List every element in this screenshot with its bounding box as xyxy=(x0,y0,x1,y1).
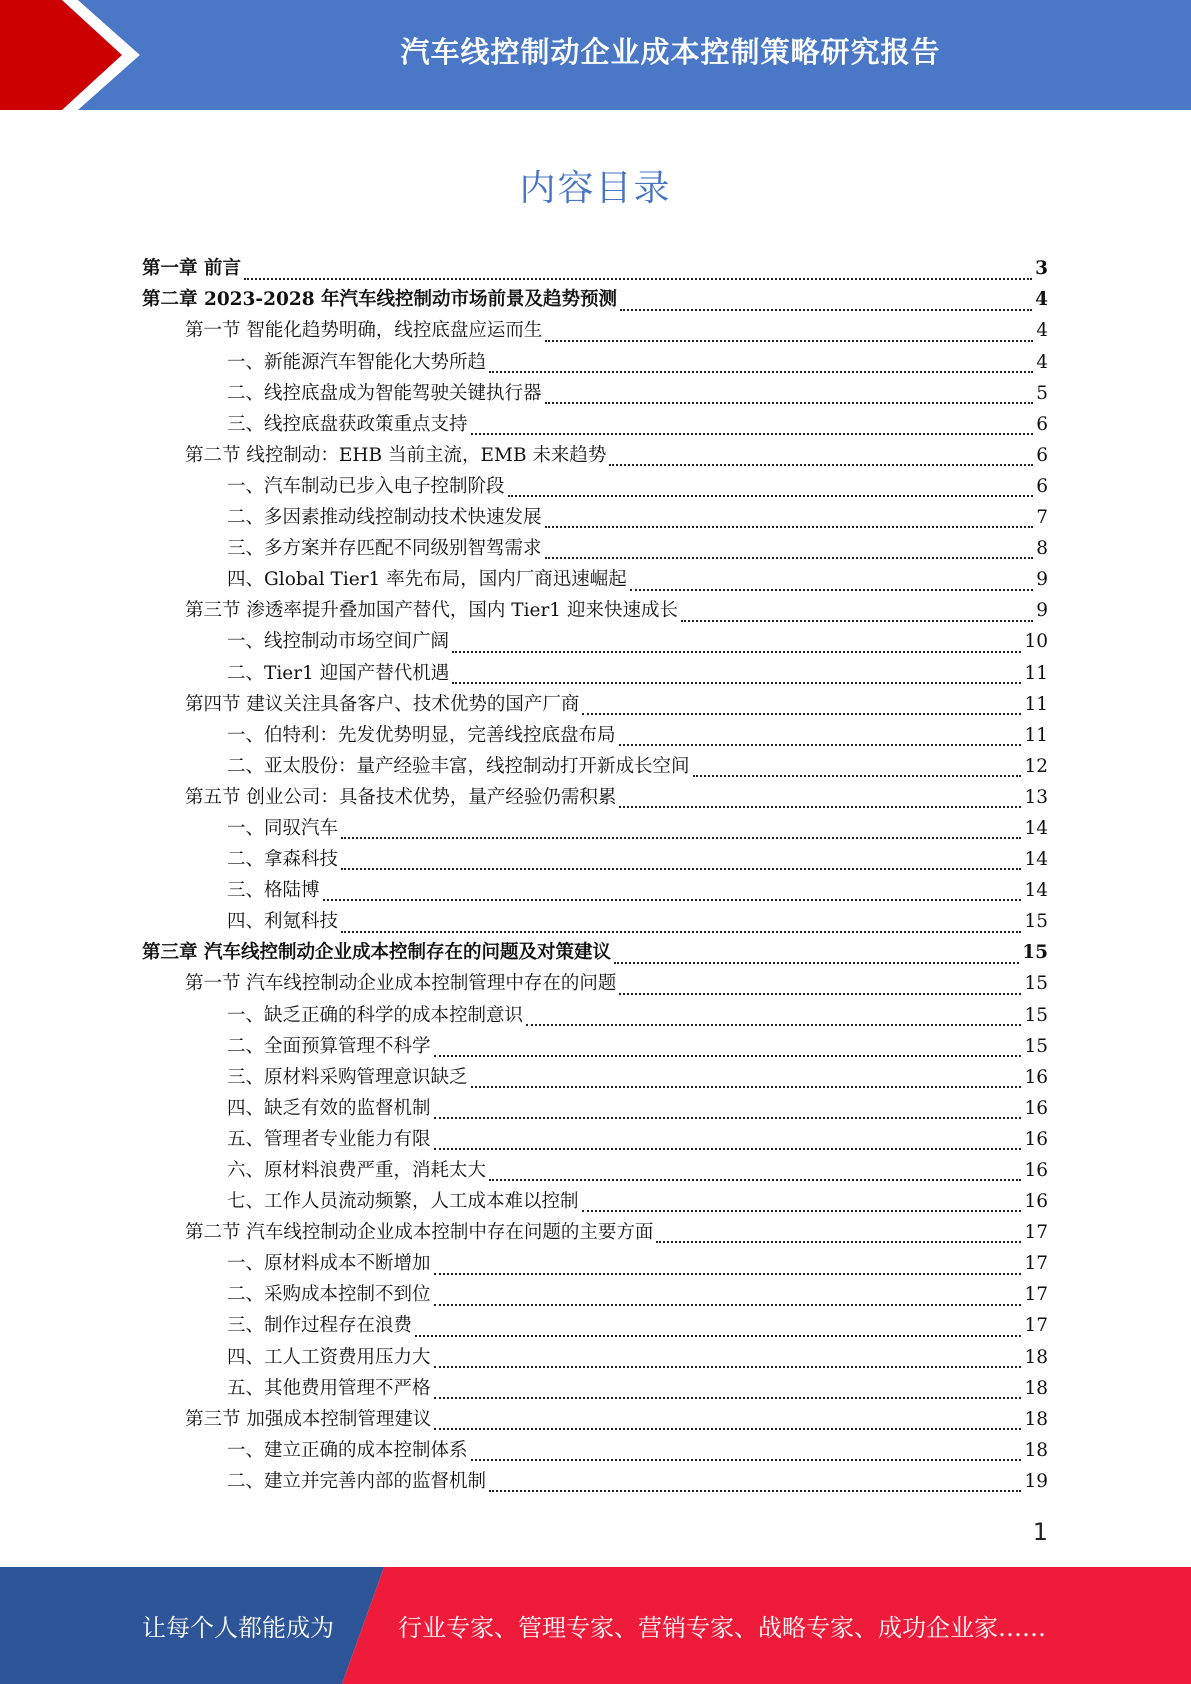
toc-entry-text: 六、原材料浪费严重，消耗太大 xyxy=(227,1160,487,1182)
footer-banner xyxy=(0,1567,1191,1684)
toc-entry-page: 14 xyxy=(1024,880,1048,902)
dot-leader xyxy=(452,633,1021,653)
table-of-contents xyxy=(142,254,1048,1498)
toc-entry-text: 四、缺乏有效的监督机制 xyxy=(227,1097,431,1119)
toc-entry-text: 一、原材料成本不断增加 xyxy=(227,1253,431,1275)
toc-entry-text: 三、线控底盘获政策重点支持 xyxy=(227,413,468,435)
dot-leader xyxy=(545,384,1034,404)
toc-entry[interactable] xyxy=(142,658,1048,689)
toc-entry[interactable] xyxy=(142,1125,1048,1156)
toc-entry-text: 一、建立正确的成本控制体系 xyxy=(227,1439,468,1461)
toc-entry-text: 五、其他费用管理不严格 xyxy=(227,1377,431,1399)
toc-entry-text: 四、利氪科技 xyxy=(227,911,339,933)
dot-leader xyxy=(471,415,1034,435)
toc-entry[interactable] xyxy=(142,814,1048,845)
toc-entry-text: 二、全面预算管理不科学 xyxy=(227,1035,431,1057)
toc-entry-page: 16 xyxy=(1024,1191,1048,1213)
dot-leader xyxy=(341,851,1021,871)
toc-entry-text: 第四节 建议关注具备客户、技术优势的国产厂商 xyxy=(185,693,580,715)
dot-leader xyxy=(609,447,1033,467)
toc-entry[interactable] xyxy=(142,1373,1048,1404)
toc-entry-text: 二、线控底盘成为智能驾驶关键执行器 xyxy=(227,382,542,404)
toc-entry[interactable] xyxy=(142,1000,1048,1031)
toc-entry[interactable] xyxy=(142,378,1048,409)
toc-entry[interactable] xyxy=(142,1311,1048,1342)
toc-entry-page: 18 xyxy=(1024,1346,1048,1368)
toc-entry-text: 二、拿森科技 xyxy=(227,849,339,871)
toc-entry-page: 9 xyxy=(1036,569,1048,591)
dot-leader xyxy=(415,1317,1021,1337)
red-chevron-icon xyxy=(0,0,160,110)
toc-entry-page: 4 xyxy=(1036,351,1048,373)
dot-leader xyxy=(545,322,1033,342)
toc-entry-page: 4 xyxy=(1035,289,1048,311)
toc-entry-text: 一、新能源汽车智能化大势所趋 xyxy=(227,351,487,373)
toc-entry-page: 4 xyxy=(1036,320,1048,342)
toc-entry-page: 16 xyxy=(1024,1128,1048,1150)
dot-leader xyxy=(693,758,1022,778)
toc-entry-text: 第三章 汽车线控制动企业成本控制存在的问题及对策建议 xyxy=(142,942,611,964)
toc-entry-text: 三、格陆博 xyxy=(227,880,320,902)
toc-entry[interactable] xyxy=(142,1094,1048,1125)
dot-leader xyxy=(434,1286,1022,1306)
toc-entry-page: 8 xyxy=(1036,538,1048,560)
dot-leader xyxy=(619,975,1021,995)
toc-entry-page: 7 xyxy=(1036,507,1048,529)
toc-entry-page: 14 xyxy=(1024,817,1048,839)
toc-entry[interactable] xyxy=(142,907,1048,938)
toc-entry-text: 二、Tier1 迎国产替代机遇 xyxy=(227,662,450,684)
dot-leader xyxy=(434,1131,1022,1151)
footer-slogan-right: 行业专家、管理专家、营销专家、战略专家、成功企业家…… xyxy=(398,1614,1046,1642)
toc-entry-page: 11 xyxy=(1024,693,1048,715)
dot-leader xyxy=(620,291,1032,311)
toc-entry-text: 第二节 线控制动：EHB 当前主流，EMB 未来趋势 xyxy=(185,444,607,466)
dot-leader xyxy=(341,820,1021,840)
toc-entry[interactable] xyxy=(142,1031,1048,1062)
toc-entry[interactable] xyxy=(142,720,1048,751)
toc-entry-text: 二、采购成本控制不到位 xyxy=(227,1284,431,1306)
toc-entry-text: 一、线控制动市场空间广阔 xyxy=(227,631,450,653)
toc-title: 内容目录 xyxy=(519,168,672,209)
toc-entry-text: 一、汽车制动已步入电子控制阶段 xyxy=(227,475,505,497)
dot-leader xyxy=(545,509,1034,529)
toc-entry[interactable] xyxy=(142,1218,1048,1249)
toc-entry[interactable] xyxy=(142,1280,1048,1311)
header-banner xyxy=(0,0,1191,110)
toc-entry[interactable] xyxy=(142,938,1048,969)
dot-leader xyxy=(526,1006,1021,1026)
dot-leader xyxy=(489,353,1033,373)
toc-entry-page: 16 xyxy=(1024,1160,1048,1182)
dot-leader xyxy=(656,1224,1021,1244)
toc-entry-page: 6 xyxy=(1036,475,1048,497)
toc-entry-text: 四、工人工资费用压力大 xyxy=(227,1346,431,1368)
toc-entry-page: 18 xyxy=(1024,1439,1048,1461)
dot-leader xyxy=(434,1410,1021,1430)
toc-entry-text: 二、多因素推动线控制动技术快速发展 xyxy=(227,507,542,529)
toc-entry[interactable] xyxy=(142,534,1048,565)
toc-entry[interactable] xyxy=(142,347,1048,378)
toc-entry[interactable] xyxy=(142,409,1048,440)
toc-entry-page: 15 xyxy=(1022,942,1048,964)
toc-entry-text: 第五节 创业公司：具备技术优势，量产经验仍需积累 xyxy=(185,786,617,808)
toc-entry-page: 17 xyxy=(1024,1222,1048,1244)
dot-leader xyxy=(545,540,1034,560)
toc-entry[interactable] xyxy=(142,752,1048,783)
toc-entry-text: 一、缺乏正确的科学的成本控制意识 xyxy=(227,1004,524,1026)
toc-entry[interactable] xyxy=(142,1156,1048,1187)
toc-entry[interactable] xyxy=(142,876,1048,907)
toc-entry[interactable] xyxy=(142,1467,1048,1498)
toc-entry[interactable] xyxy=(142,596,1048,627)
toc-entry[interactable] xyxy=(142,565,1048,596)
toc-entry-page: 15 xyxy=(1024,1004,1048,1026)
dot-leader xyxy=(489,1162,1021,1182)
dot-leader xyxy=(434,1100,1022,1120)
toc-entry-page: 15 xyxy=(1024,1035,1048,1057)
toc-entry[interactable] xyxy=(142,472,1048,503)
toc-entry-page: 5 xyxy=(1036,382,1048,404)
toc-entry-page: 3 xyxy=(1035,258,1048,280)
toc-entry-page: 17 xyxy=(1024,1315,1048,1337)
toc-entry-text: 第三节 加强成本控制管理建议 xyxy=(185,1408,432,1430)
dot-leader xyxy=(582,1193,1022,1213)
toc-entry[interactable] xyxy=(142,1342,1048,1373)
toc-entry-page: 11 xyxy=(1024,662,1048,684)
toc-entry-text: 三、制作过程存在浪费 xyxy=(227,1315,413,1337)
toc-entry-text: 二、亚太股份：量产经验丰富，线控制动打开新成长空间 xyxy=(227,755,690,777)
dot-leader xyxy=(434,1348,1022,1368)
toc-entry-text: 一、同驭汽车 xyxy=(227,817,339,839)
toc-entry-page: 16 xyxy=(1024,1066,1048,1088)
toc-entry-page: 14 xyxy=(1024,849,1048,871)
dot-leader xyxy=(508,478,1034,498)
dot-leader xyxy=(434,1037,1022,1057)
toc-entry-page: 17 xyxy=(1024,1284,1048,1306)
toc-entry-page: 19 xyxy=(1024,1470,1048,1492)
toc-entry-page: 13 xyxy=(1024,786,1048,808)
dot-leader xyxy=(323,882,1022,902)
toc-entry[interactable] xyxy=(142,254,1048,285)
footer-slogan-left: 让每个人都能成为 xyxy=(142,1614,334,1642)
toc-entry-text: 第一节 汽车线控制动企业成本控制管理中存在的问题 xyxy=(185,973,617,995)
toc-entry-page: 18 xyxy=(1024,1377,1048,1399)
toc-entry[interactable] xyxy=(142,1187,1048,1218)
toc-entry-page: 9 xyxy=(1036,600,1048,622)
toc-entry-page: 15 xyxy=(1024,911,1048,933)
toc-entry-text: 一、伯特利：先发优势明显，完善线控底盘布局 xyxy=(227,724,616,746)
dot-leader xyxy=(619,789,1021,809)
dot-leader xyxy=(471,1068,1022,1088)
dot-leader xyxy=(630,571,1034,591)
toc-entry-page: 11 xyxy=(1024,724,1048,746)
toc-entry-page: 18 xyxy=(1024,1408,1048,1430)
dot-leader xyxy=(582,695,1021,715)
toc-entry-text: 三、多方案并存匹配不同级别智驾需求 xyxy=(227,538,542,560)
toc-entry[interactable] xyxy=(142,1404,1048,1435)
toc-entry-text: 第二章 2023-2028 年汽车线控制动市场前景及趋势预测 xyxy=(142,289,618,311)
toc-entry[interactable] xyxy=(142,316,1048,347)
page-number: 1 xyxy=(1032,1518,1048,1546)
dot-leader xyxy=(471,1442,1022,1462)
toc-entry-text: 五、管理者专业能力有限 xyxy=(227,1128,431,1150)
toc-entry[interactable] xyxy=(142,1062,1048,1093)
toc-entry-page: 15 xyxy=(1024,973,1048,995)
toc-entry-page: 6 xyxy=(1036,444,1048,466)
toc-entry[interactable] xyxy=(142,503,1048,534)
toc-entry[interactable] xyxy=(142,627,1048,658)
toc-entry[interactable] xyxy=(142,285,1048,316)
toc-entry-page: 16 xyxy=(1024,1097,1048,1119)
toc-entry[interactable] xyxy=(142,441,1048,472)
dot-leader xyxy=(489,1473,1021,1493)
toc-entry-page: 10 xyxy=(1024,631,1048,653)
toc-entry[interactable] xyxy=(142,845,1048,876)
toc-entry-page: 6 xyxy=(1036,413,1048,435)
toc-entry-text: 四、Global Tier1 率先布局，国内厂商迅速崛起 xyxy=(227,569,627,591)
toc-entry[interactable] xyxy=(142,783,1048,814)
toc-entry[interactable] xyxy=(142,689,1048,720)
dot-leader xyxy=(244,260,1032,280)
toc-entry[interactable] xyxy=(142,969,1048,1000)
report-title: 汽车线控制动企业成本控制策略研究报告 xyxy=(400,34,941,69)
toc-entry-page: 12 xyxy=(1024,755,1048,777)
dot-leader xyxy=(341,913,1021,933)
toc-entry-page: 17 xyxy=(1024,1253,1048,1275)
toc-entry-text: 第一章 前言 xyxy=(142,258,241,280)
dot-leader xyxy=(681,602,1033,622)
dot-leader xyxy=(434,1255,1022,1275)
dot-leader xyxy=(434,1379,1022,1399)
toc-entry-text: 三、原材料采购管理意识缺乏 xyxy=(227,1066,468,1088)
toc-entry-text: 第三节 渗透率提升叠加国产替代，国内 Tier1 迎来快速成长 xyxy=(185,600,678,622)
toc-entry-text: 二、建立并完善内部的监督机制 xyxy=(227,1470,487,1492)
dot-leader xyxy=(452,664,1021,684)
toc-entry-text: 第一节 智能化趋势明确，线控底盘应运而生 xyxy=(185,320,543,342)
toc-entry-text: 第二节 汽车线控制动企业成本控制中存在问题的主要方面 xyxy=(185,1222,654,1244)
toc-entry[interactable] xyxy=(142,1249,1048,1280)
dot-leader xyxy=(614,944,1019,964)
toc-entry[interactable] xyxy=(142,1436,1048,1467)
dot-leader xyxy=(619,726,1022,746)
toc-entry-text: 七、工作人员流动频繁，人工成本难以控制 xyxy=(227,1191,579,1213)
